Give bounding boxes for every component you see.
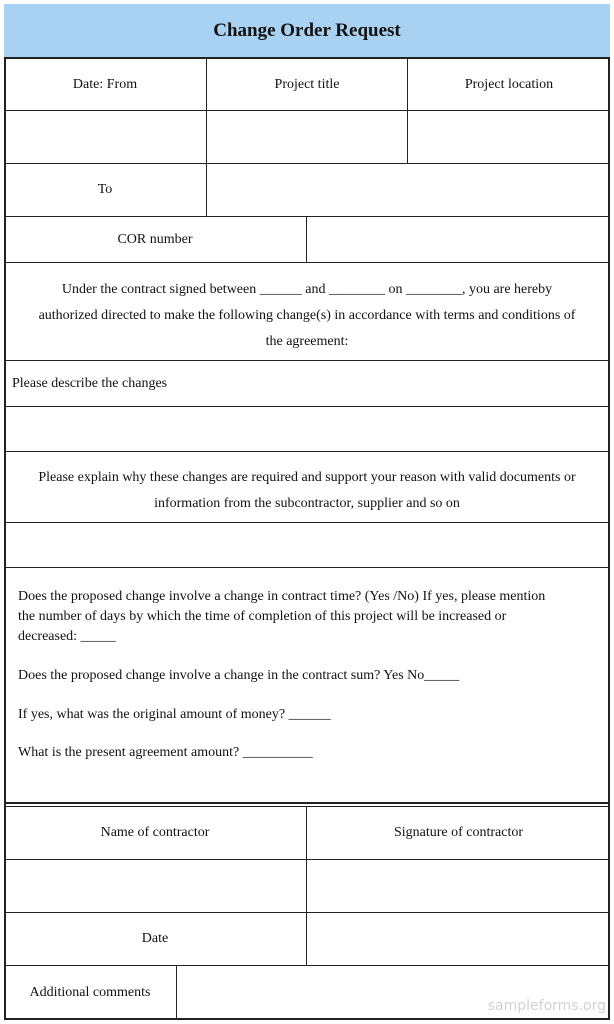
explain-row [4,452,610,523]
contract-paragraph-row [4,263,610,361]
explain-line1: Please explain why these changes are required and support your reason with valid documents or [38,470,576,485]
form-title: Change Order Request [213,19,401,41]
project-title-field[interactable] [206,111,407,163]
question-present-amount: What is the present agreement amount? __________ [18,745,313,760]
question-contract-sum: Does the proposed change involve a change in the contract sum? Yes No_____ [18,668,460,683]
q-time-line2: the number of days by which the time of completion of this project will be increased or [18,609,507,624]
contract-text-line2: authorized directed to make the following change(s) in accordance with terms and conditions of [38,308,576,323]
date-from-label: Date: From [72,76,138,92]
explain-paragraph [4,452,610,522]
contract-text-line3: the agreement: [265,334,349,349]
watermark: sampleforms.org [487,998,606,1014]
date-field[interactable] [306,913,610,965]
project-location-label: Project location [407,59,610,110]
name-of-contractor-field[interactable] [4,860,306,912]
contract-text-line1: Under the contract signed between ______ and ________ on ________, you are hereby [61,282,553,297]
describe-changes-row [4,361,610,407]
header-row [4,59,610,111]
explain-field[interactable] [4,523,610,568]
q-time-line1: Does the proposed change involve a change in contract time? (Yes /No) If yes, please mention [18,589,546,604]
date-from-field[interactable] [4,111,206,163]
describe-changes-label: Please describe the changes [12,375,168,391]
contractor-entry-row [4,860,610,913]
additional-comments-label: Additional comments [29,985,151,1000]
header-entry-row [4,111,610,164]
question-original-amount: If yes, what was the original amount of money? ______ [18,707,331,722]
signature-of-contractor-field[interactable] [306,860,610,912]
name-of-contractor-label: Name of contractor [100,825,210,840]
contract-paragraph [4,263,610,360]
signature-of-contractor-label: Signature of contractor [306,807,610,859]
to-row [4,164,610,217]
to-label: To [97,182,113,197]
describe-changes-field[interactable] [4,407,610,452]
project-title-label: Project title [206,59,407,110]
cor-number-label: COR number [117,231,193,247]
q-time-line3: decreased: _____ [18,629,116,644]
cor-row [4,217,610,263]
title-bar [4,4,610,59]
date-label: Date [141,931,169,946]
questions-block [4,568,610,804]
contractor-header-row [4,806,610,860]
date-row [4,913,610,966]
explain-line2: information from the subcontractor, supplier and so on [154,496,460,511]
to-field[interactable] [206,164,610,216]
question-contract-time [18,587,600,647]
project-location-field[interactable] [407,111,610,163]
cor-number-field[interactable] [306,217,610,262]
